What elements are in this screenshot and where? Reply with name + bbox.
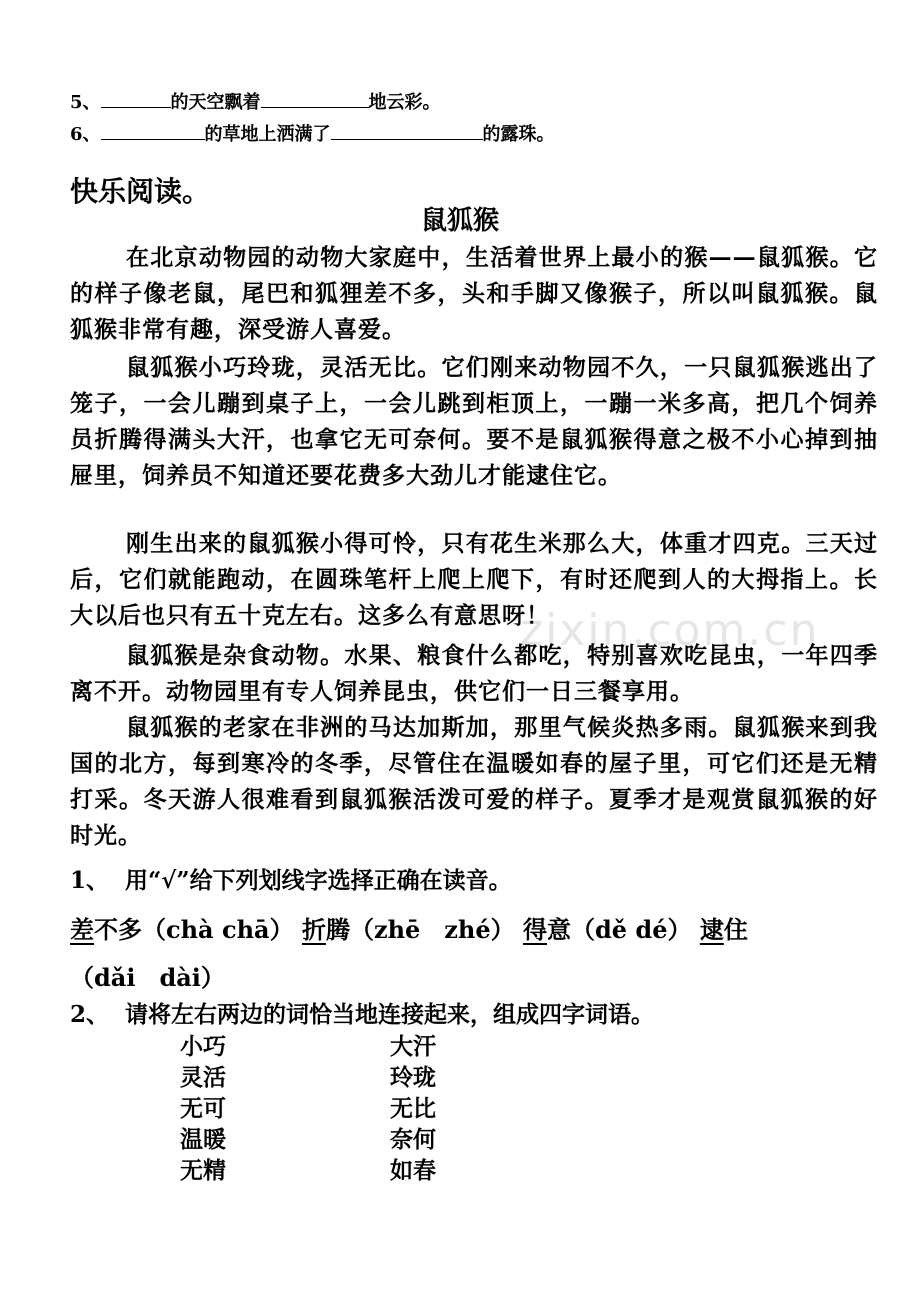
question-2: 2、 请将左右两边的词恰当地连接起来，组成四字词语。 xyxy=(70,1001,655,1028)
paragraph-2: 鼠狐猴小巧玲珑，灵活无比。它们刚来动物园不久，一只鼠狐猴逃出了笼子，一会儿蹦到桌子上，一会儿跳到柜顶上，一蹦一米多高，把几个饲养员折腾得满头大汗，也拿它无可奈何。要不是鼠狐猴得意之极不小心掉到抽屉里，饲养员不知道还要花费多大劲儿才能逮住它。 xyxy=(70,354,878,489)
right-word[interactable]: 奈何 xyxy=(390,1126,436,1153)
left-word[interactable]: 小巧 xyxy=(180,1033,226,1060)
pinyin-item[interactable]: 得意（dě dé） xyxy=(523,915,692,944)
paragraph-5: 鼠狐猴的老家在非洲的马达加斯加，那里气候炎热多雨。鼠狐猴来到我国的北方，每到寒冷的冬季，尽管住在温暖如春的屋子里，可它们还是无精打采。冬天游人很难看到鼠狐猴活泼可爱的样子。夏季才是观赏鼠狐猴的好时光。 xyxy=(70,714,878,849)
left-word[interactable]: 温暖 xyxy=(180,1126,226,1153)
paragraph-1: 在北京动物园的动物大家庭中，生活着世界上最小的猴——鼠狐猴。它的样子像老鼠，尾巴和狐狸差不多，头和手脚又像猴子，所以叫鼠狐猴。鼠狐猴非常有趣，深受游人喜爱。 xyxy=(70,244,878,343)
pinyin-item[interactable]: 逮住 xyxy=(699,915,748,944)
watermark: zixin.com.cn xyxy=(520,605,820,656)
answer-blank[interactable] xyxy=(261,91,369,108)
right-word[interactable]: 如春 xyxy=(390,1157,436,1184)
left-word[interactable]: 无可 xyxy=(180,1095,226,1122)
right-word[interactable]: 大汗 xyxy=(390,1033,436,1060)
right-word[interactable]: 玲珑 xyxy=(390,1064,436,1091)
paragraph-3: 刚生出来的鼠狐猴小得可怜，只有花生米那么大，体重才四克。三天过后，它们就能跑动，在圆珠笔杆上爬上爬下，有时还爬到人的大拇指上。长大以后也只有五十克左右。这多么有意思呀！ xyxy=(70,530,878,629)
section-heading: 快乐阅读。 xyxy=(70,175,211,208)
fill-blank-5: 5、 的天空飘着 地云彩。 xyxy=(70,92,441,113)
article-title: 鼠狐猴 xyxy=(420,206,499,236)
answer-blank[interactable] xyxy=(331,123,483,140)
right-word[interactable]: 无比 xyxy=(390,1095,436,1122)
paragraph-4: 鼠狐猴是杂食动物。水果、粮食什么都吃，特别喜欢吃昆虫，一年四季离不开。动物园里有专人饲养昆虫，供它们一日三餐享用。 xyxy=(70,642,878,705)
left-word[interactable]: 无精 xyxy=(180,1157,226,1184)
answer-blank[interactable] xyxy=(101,123,205,140)
fill-blank-6: 6、 的草地上洒满了 的露珠。 xyxy=(70,124,555,145)
pinyin-item[interactable]: 差不多（chà chā） xyxy=(70,915,294,944)
pinyin-item[interactable]: 折腾（zhē zhé） xyxy=(301,915,515,944)
question-1: 1、 用“√”给下列划线字选择正确在读音。 xyxy=(70,867,512,894)
left-word[interactable]: 灵活 xyxy=(180,1064,226,1091)
answer-blank[interactable] xyxy=(101,91,171,108)
pinyin-row-1 xyxy=(70,910,748,945)
pinyin-row-2 xyxy=(70,958,225,993)
pinyin-options[interactable]: （dǎi dài） xyxy=(70,963,225,992)
